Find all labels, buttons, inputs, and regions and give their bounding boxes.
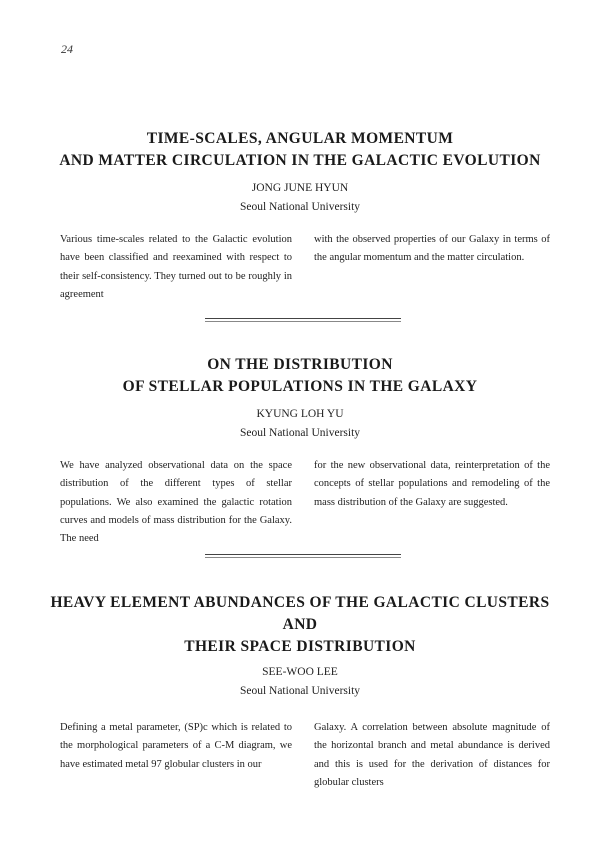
author-name: SEE-WOO LEE <box>262 666 338 678</box>
title-line: AND MATTER CIRCULATION IN THE GALACTIC EVOLUTION <box>59 152 541 169</box>
abstract-column-left: Various time-scales related to the Galactic evolution have been classified and reexamined with respect to their self-consistency. They turned out to be roughly in agreement <box>60 234 292 300</box>
article-3 <box>0 592 600 799</box>
article-2 <box>0 354 600 553</box>
article-1 <box>0 128 600 311</box>
author-name: KYUNG LOH YU <box>256 408 344 420</box>
abstract-column-right: Galaxy. A correlation between absolute magnitude of the horizontal branch and metal abundance is derived and this is used for the derivation of distances for globular clusters <box>314 722 550 788</box>
article-title <box>0 592 600 658</box>
page-number: 24 <box>61 42 73 56</box>
title-line: HEAVY ELEMENT ABUNDANCES OF THE GALACTIC CLUSTERS <box>50 594 550 611</box>
title-line: OF STELLAR POPULATIONS IN THE GALAXY <box>122 378 478 395</box>
section-divider <box>205 318 401 319</box>
abstract <box>0 719 600 799</box>
author-name: JONG JUNE HYUN <box>251 182 349 194</box>
abstract <box>0 231 600 311</box>
title-line: TIME-SCALES, ANGULAR MOMENTUM <box>146 130 454 147</box>
title-line: THEIR SPACE DISTRIBUTION <box>184 638 416 655</box>
article-title <box>0 128 600 172</box>
author-affiliation: Seoul National University <box>239 427 361 439</box>
abstract <box>0 457 600 553</box>
title-line: AND <box>282 616 318 633</box>
abstract-column-right: for the new observational data, reinterpretation of the concepts of stellar populations and remodeling of the mass distribution of the Galaxy are suggested. <box>314 460 550 508</box>
abstract-column-left: We have analyzed observational data on the space distribution of the different types of stellar populations. We also examined the galactic rotation curves and models of mass distribution for the Galaxy. The need <box>60 460 292 545</box>
abstract-column-left: Defining a metal parameter, (SP)c which is related to the morphological parameters of a C-M diagram, we have estimated metal 97 globular clusters in our <box>60 722 292 770</box>
abstract-column-right: with the observed properties of our Galaxy in terms of the angular momentum and the matter circulation. <box>314 234 550 264</box>
author-affiliation: Seoul National University <box>239 201 361 213</box>
section-divider <box>205 554 401 555</box>
title-line: ON THE DISTRIBUTION <box>207 356 393 373</box>
author-affiliation: Seoul National University <box>239 685 361 697</box>
article-title <box>0 354 600 398</box>
